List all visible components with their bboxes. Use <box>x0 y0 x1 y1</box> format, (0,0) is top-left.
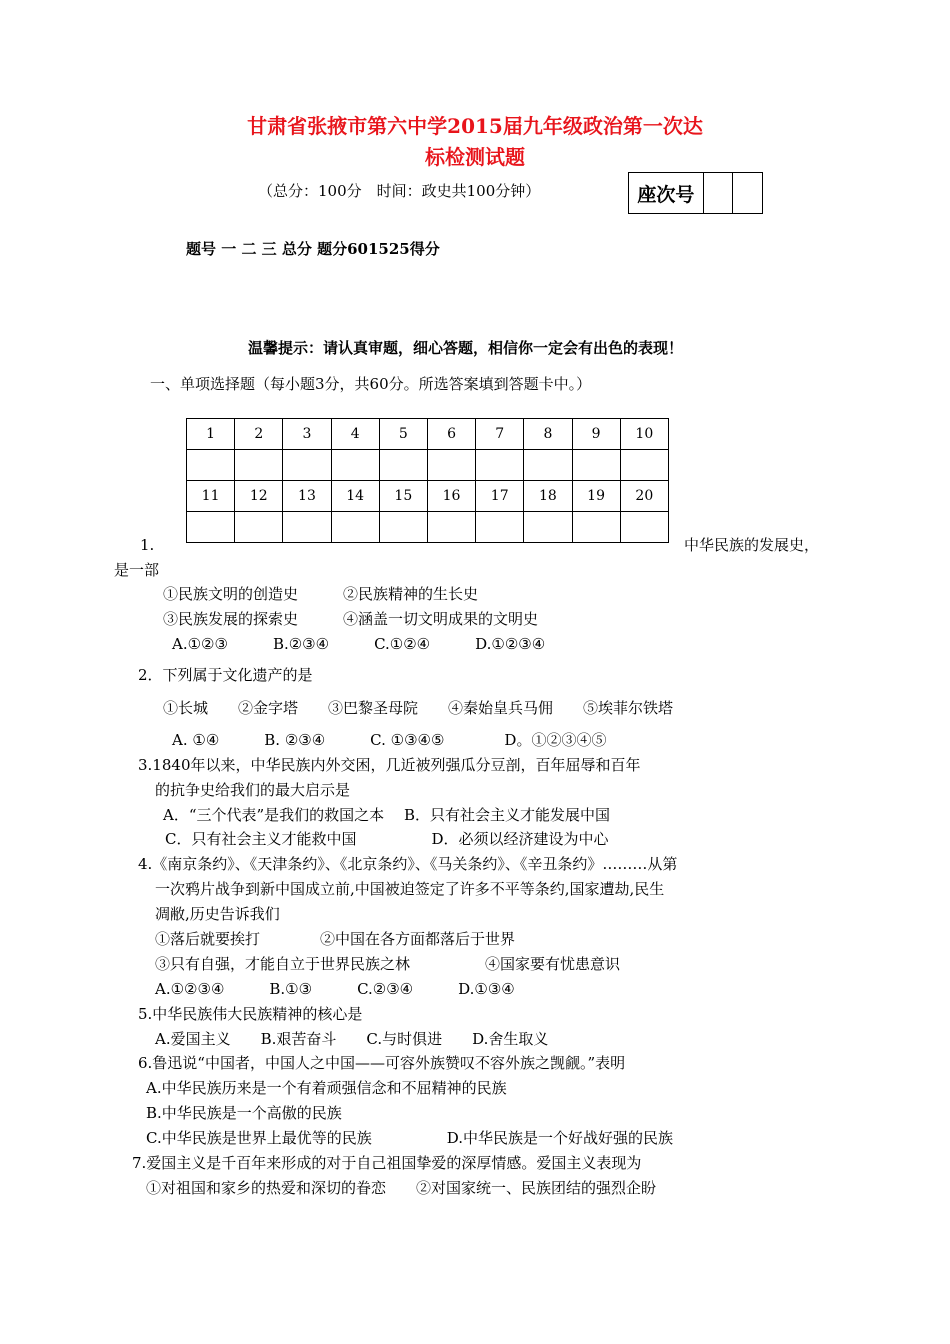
question-4-answers: A.①②③④ B.①③ C.②③④ D.①③④ <box>155 980 515 998</box>
answer-cell[interactable] <box>331 512 379 543</box>
answer-cell[interactable] <box>379 512 427 543</box>
answer-number: 20 <box>620 481 668 512</box>
answer-number: 1 <box>187 419 235 450</box>
question-2-answers: A. ①④ B. ②③④ C. ①③④⑤ D。①②③④⑤ <box>172 731 607 749</box>
answer-cell[interactable] <box>427 512 475 543</box>
answer-cell[interactable] <box>524 512 572 543</box>
answer-number: 15 <box>379 481 427 512</box>
answer-number: 17 <box>476 481 524 512</box>
page-title-line1: 甘肃省张掖市第六中学2015届九年级政治第一次达 <box>247 114 703 138</box>
question-4-stem-line3: 凋敝,历史告诉我们 <box>155 905 280 923</box>
question-2-stem: 2．下列属于文化遗产的是 <box>138 666 313 684</box>
question-1-stem-cont: 是一部 <box>114 561 160 579</box>
answer-number: 4 <box>331 419 379 450</box>
seat-number-box <box>628 172 763 214</box>
question-5-answers: A.爱国主义 B.艰苦奋斗 C.与时俱进 D.舍生取义 <box>155 1030 549 1048</box>
answer-number: 13 <box>283 481 331 512</box>
answer-cell[interactable] <box>620 450 668 481</box>
answer-blank-row <box>187 512 669 543</box>
page-title-line2: 标检测试题 <box>425 145 525 169</box>
seat-number-cell[interactable] <box>704 173 734 213</box>
answer-number: 9 <box>572 419 620 450</box>
question-2-options: ①长城 ②金字塔 ③巴黎圣母院 ④秦始皇兵马佣 ⑤埃菲尔铁塔 <box>163 699 674 717</box>
question-4-options-line2: ③只有自强，才能自立于世界民族之林 ④国家要有忧患意识 <box>155 955 621 973</box>
question-3-stem-line1: 3.1840年以来，中华民族内外交困，几近被列强瓜分豆剖，百年屈辱和百年 <box>138 756 641 774</box>
question-6-option-a: A.中华民族历来是一个有着顽强信念和不屈精神的民族 <box>146 1079 507 1097</box>
answer-cell[interactable] <box>187 450 235 481</box>
answer-blank-row <box>187 450 669 481</box>
answer-number: 5 <box>379 419 427 450</box>
answer-number: 16 <box>427 481 475 512</box>
question-1-options-line2: ③民族发展的探索史 ④涵盖一切文明成果的文明史 <box>163 610 539 628</box>
answer-number: 11 <box>187 481 235 512</box>
answer-cell[interactable] <box>283 512 331 543</box>
answer-cell[interactable] <box>427 450 475 481</box>
answer-number: 12 <box>235 481 283 512</box>
answer-sheet-table <box>186 418 669 543</box>
question-4-stem-line2: 一次鸦片战争到新中国成立前,中国被迫签定了许多不平等条约,国家遭劫,民生 <box>155 880 665 898</box>
answer-cell[interactable] <box>620 512 668 543</box>
answer-cell[interactable] <box>283 450 331 481</box>
question-7-options: ①对祖国和家乡的热爱和深切的眷恋 ②对国家统一、民族团结的强烈企盼 <box>146 1179 657 1197</box>
question-6-options-cd: C.中华民族是世界上最优等的民族 D.中华民族是一个好战好强的民族 <box>146 1129 673 1147</box>
answer-number: 14 <box>331 481 379 512</box>
question-6-option-b: B.中华民族是一个高傲的民族 <box>146 1104 342 1122</box>
question-1-stem: 中华民族的发展史， <box>684 536 820 554</box>
answer-cell[interactable] <box>572 512 620 543</box>
exam-meta: （总分：100分 时间：政史共100分钟） <box>258 182 541 200</box>
answer-number-row <box>187 419 669 450</box>
question-1-answers: A.①②③ B.②③④ C.①②④ D.①②③④ <box>172 635 546 653</box>
answer-cell[interactable] <box>572 450 620 481</box>
section-heading: 一、单项选择题（每小题3分，共60分。所选答案填到答题卡中。） <box>150 375 592 393</box>
question-3-options-cd: C．只有社会主义才能救中国 D．必须以经济建设为中心 <box>165 830 609 848</box>
answer-cell[interactable] <box>379 450 427 481</box>
answer-number: 2 <box>235 419 283 450</box>
exam-tip: 温馨提示：请认真审题，细心答题，相信你一定会有出色的表现！ <box>248 339 684 357</box>
answer-cell[interactable] <box>235 512 283 543</box>
answer-cell[interactable] <box>187 512 235 543</box>
answer-number: 19 <box>572 481 620 512</box>
question-5-stem: 5.中华民族伟大民族精神的核心是 <box>138 1005 363 1023</box>
answer-cell[interactable] <box>331 450 379 481</box>
answer-cell[interactable] <box>476 512 524 543</box>
question-1-number: 1. <box>140 536 155 554</box>
answer-number: 7 <box>476 419 524 450</box>
answer-number: 18 <box>524 481 572 512</box>
seat-number-cell[interactable] <box>733 173 762 213</box>
answer-number-row <box>187 481 669 512</box>
question-1-options-line1: ①民族文明的创造史 ②民族精神的生长史 <box>163 585 479 603</box>
score-row: 题号 一 二 三 总分 题分601525得分 <box>186 240 440 258</box>
question-6-stem: 6.鲁迅说“中国者，中国人之中国——可容外族赞叹不容外族之觊觎。”表明 <box>138 1054 626 1072</box>
answer-number: 10 <box>620 419 668 450</box>
question-7-stem: 7.爱国主义是千百年来形成的对于自己祖国挚爱的深厚情感。爱国主义表现为 <box>132 1154 642 1172</box>
question-4-stem-line1: 4.《南京条约》、《天津条约》、《北京条约》、《马关条约》、《辛丑条约》………从第 <box>138 855 678 873</box>
answer-cell[interactable] <box>476 450 524 481</box>
answer-number: 3 <box>283 419 331 450</box>
answer-cell[interactable] <box>524 450 572 481</box>
answer-number: 6 <box>427 419 475 450</box>
question-3-options-ab: A．“三个代表”是我们的救国之本 B．只有社会主义才能发展中国 <box>163 806 610 824</box>
question-4-options-line1: ①落后就要挨打 ②中国在各方面都落后于世界 <box>155 930 516 948</box>
question-3-stem-line2: 的抗争史给我们的最大启示是 <box>155 781 351 799</box>
seat-number-label: 座次号 <box>629 173 704 213</box>
answer-number: 8 <box>524 419 572 450</box>
answer-cell[interactable] <box>235 450 283 481</box>
